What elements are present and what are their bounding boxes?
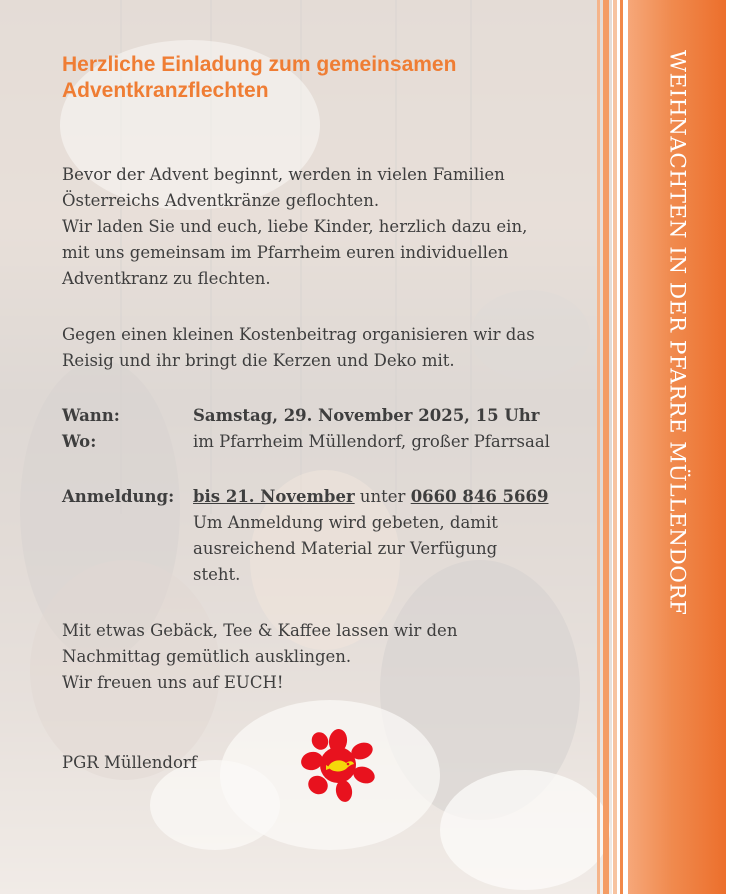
intro-line: Bevor der Advent beginnt, werden in vielen Familien — [62, 165, 505, 184]
when-value: Samstag, 29. November 2025, 15 Uhr — [193, 406, 540, 425]
closing-line: Wir freuen uns auf EUCH! — [62, 673, 284, 692]
closing-paragraph — [62, 618, 582, 696]
cost-line: Gegen einen kleinen Kostenbeitrag organisieren wir das — [62, 325, 535, 344]
side-banner-text: WEIHNACHTEN IN DER PFARRE MÜLLENDORF — [664, 50, 690, 616]
invitation-content — [62, 52, 602, 772]
invitation-title: Herzliche Einladung zum gemeinsamen Adventkranzflechten — [62, 53, 457, 102]
when-label: Wann: — [62, 406, 120, 425]
registration-note-line: ausreichend Material zur Verfügung — [193, 539, 498, 558]
where-value: im Pfarrheim Müllendorf, großer Pfarrsaal — [193, 432, 550, 451]
registration-note — [193, 510, 533, 588]
registration-deadline: bis 21. November — [193, 487, 355, 506]
intro-line: mit uns gemeinsam im Pfarrheim euren individuellen — [62, 243, 509, 262]
accent-stripe — [620, 0, 623, 894]
cost-line: Reisig und ihr bringt die Kerzen und Deko mit. — [62, 351, 455, 370]
registration-value — [193, 484, 548, 510]
where-label: Wo: — [62, 432, 97, 451]
registration-connector: unter — [359, 487, 406, 506]
closing-line: Mit etwas Gebäck, Tee & Kaffee lassen wir den — [62, 621, 458, 640]
accent-stripe — [603, 0, 609, 894]
cost-paragraph — [62, 322, 582, 374]
red-flower-with-bird-logo-icon — [298, 727, 378, 803]
intro-line: Adventkranz zu flechten. — [62, 269, 271, 288]
intro-line: Österreichs Adventkränze geflochten. — [62, 191, 380, 210]
accent-stripe — [597, 0, 600, 894]
closing-line: Nachmittag gemütlich ausklingen. — [62, 647, 352, 666]
registration-phone[interactable]: 0660 846 5669 — [410, 487, 549, 506]
registration-note-line: Um Anmeldung wird gebeten, damit — [193, 513, 498, 532]
accent-stripe — [613, 0, 617, 894]
side-banner-text-container — [628, 0, 726, 894]
intro-line: Wir laden Sie und euch, liebe Kinder, herzlich dazu ein, — [62, 217, 528, 236]
registration-note-line: steht. — [193, 565, 241, 584]
registration-label: Anmeldung: — [62, 487, 175, 506]
signature: PGR Müllendorf — [62, 753, 197, 772]
intro-paragraph — [62, 162, 582, 292]
